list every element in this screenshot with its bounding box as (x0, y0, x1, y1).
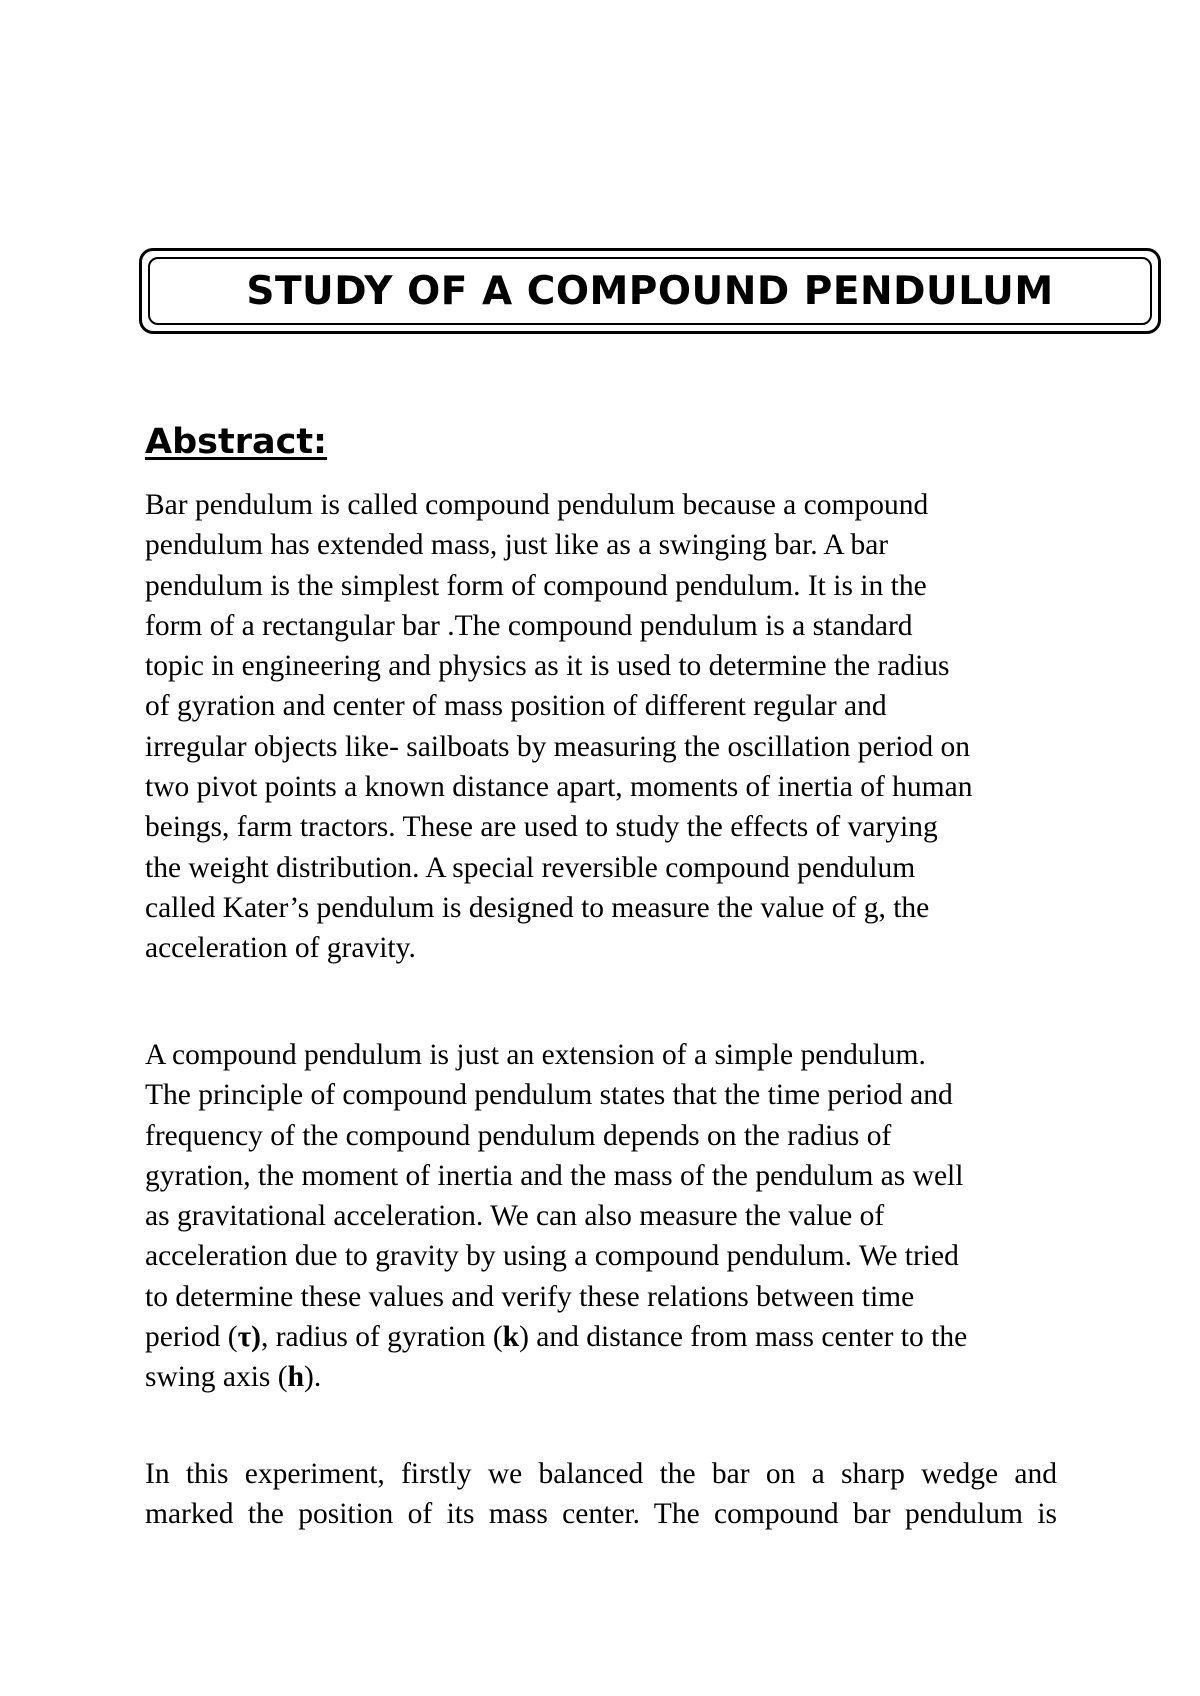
text-run: period ( (145, 1321, 238, 1354)
text-line: the weight distribution. A special reversible compound pendulum (145, 851, 916, 884)
text-line: form of a rectangular bar .The compound pendulum is a standard (145, 609, 913, 642)
title-inner-frame (148, 257, 1152, 325)
text-run: , radius of gyration ( (260, 1321, 503, 1354)
text-run: ) and distance from mass center to the (519, 1321, 968, 1354)
text-line: In this experiment, firstly we balanced the bar on a sharp wedge and (145, 1458, 1057, 1490)
text-line: gyration, the moment of inertia and the mass of the pendulum as well (145, 1159, 964, 1192)
text-line: acceleration of gravity. (145, 932, 416, 965)
text-line: two pivot points a known distance apart, moments of inertia of human (145, 771, 973, 804)
text-line: pendulum has extended mass, just like as a swinging bar. A bar (145, 529, 889, 562)
document-title: STUDY OF A COMPOUND PENDULUM (246, 268, 1054, 314)
text-line: topic in engineering and physics as it is used to determine the radius (145, 650, 950, 683)
symbol-k: k (502, 1321, 520, 1354)
text-line: Bar pendulum is called compound pendulum because a compound (145, 489, 929, 521)
text-run: swing axis ( (145, 1361, 288, 1394)
text-line: beings, farm tractors. These are used to study the effects of varying (145, 811, 938, 844)
symbol-h: h (287, 1361, 304, 1394)
text-line: of gyration and center of mass position of different regular and (145, 690, 887, 723)
text-line: called Kater’s pendulum is designed to measure the value of g, the (145, 891, 930, 924)
text-line: pendulum is the simplest form of compound pendulum. It is in the (145, 569, 927, 602)
text-line: marked the position of its mass center. The compound bar pendulum is (145, 1498, 1057, 1531)
abstract-paragraph-2 (145, 1035, 967, 1398)
text-line-with-symbols (145, 1357, 967, 1397)
abstract-heading: Abstract: (145, 422, 328, 462)
text-line: The principle of compound pendulum states that the time period and (145, 1079, 953, 1112)
title-frame (139, 248, 1161, 334)
text-line-with-symbols (145, 1317, 967, 1357)
text-line: as gravitational acceleration. We can also measure the value of (145, 1200, 885, 1233)
text-line: frequency of the compound pendulum depends on the radius of (145, 1119, 892, 1152)
symbol-tau: τ) (237, 1321, 261, 1354)
abstract-paragraph-3 (145, 1454, 1057, 1535)
text-line: A compound pendulum is just an extension of a simple pendulum. (145, 1039, 926, 1071)
text-line: acceleration due to gravity by using a compound pendulum. We tried (145, 1240, 959, 1273)
text-line: to determine these values and verify these relations between time (145, 1280, 915, 1313)
abstract-paragraph-1 (145, 485, 972, 969)
text-run: ). (304, 1361, 322, 1394)
text-line: irregular objects like- sailboats by measuring the oscillation period on (145, 730, 970, 763)
